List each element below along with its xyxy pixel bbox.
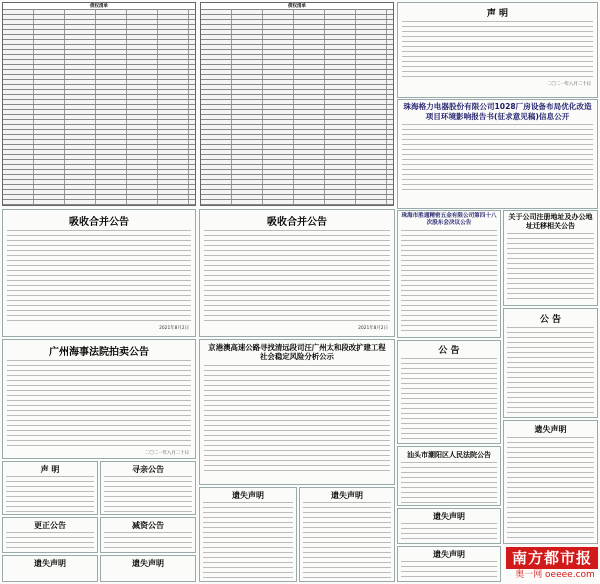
gree-eia-notice: [397, 99, 598, 209]
maritime-court-auction-date: 二〇二一年八月二十日: [145, 451, 189, 456]
merger-notice-1-date: 2021年8月2日: [159, 326, 189, 331]
merger-notice-2-body: [204, 230, 390, 325]
notice-middle-body: [401, 358, 497, 443]
family-search-notice: [100, 461, 196, 515]
lost-notice-3: [199, 487, 297, 582]
family-search-body: [104, 476, 192, 515]
correction-title: 更正公告: [34, 521, 66, 530]
lost-notice-2-title: 遗失声明: [132, 559, 164, 568]
lost-notice-6: [397, 546, 501, 582]
shantou-court-title: 汕头市潮阳区人民法院公告: [407, 451, 491, 459]
shantou-court-notice: [397, 446, 501, 506]
lost-notice-2: [100, 555, 196, 582]
shareholder-resolution-notice: [397, 210, 501, 338]
merger-notice-1: [2, 209, 196, 337]
merger-notice-2-title: 吸收合并公告: [267, 217, 327, 228]
merger-notice-2: [199, 209, 395, 337]
expressway-risk-notice: [199, 339, 395, 485]
statement-top-title: 声 明: [486, 9, 509, 19]
notice-middle: [397, 340, 501, 444]
lost-notice-3-title: 遗失声明: [232, 491, 264, 500]
correction-notice: [2, 517, 98, 553]
statement-bottom-title: 声 明: [40, 465, 60, 474]
statement-top-notice: [397, 2, 598, 98]
capital-reduction-title: 减资公告: [132, 521, 164, 530]
lost-notice-5-title: 遗失声明: [433, 512, 465, 521]
lost-notice-5-body: [401, 523, 497, 543]
lost-notice-5: [397, 508, 501, 544]
maritime-court-auction-body: [7, 360, 191, 450]
shareholder-resolution-title: 珠海市胜通精密五金有限公司第四十八次股东会决议公告: [401, 213, 497, 226]
shantou-court-body: [401, 462, 497, 504]
capital-reduction-notice: [100, 517, 196, 553]
correction-body: [6, 532, 94, 553]
expressway-risk-body: [204, 365, 390, 473]
lost-notice-1-title: 遗失声明: [34, 559, 66, 568]
expressway-risk-title: 京港澳高速公路寻找清远段司汪广州太和段改扩建工程社会稳定风险分析公示: [208, 343, 386, 361]
maritime-court-auction-notice: [2, 339, 196, 459]
address-change-title: 关于公司注册地址及办公地址迁移相关公告: [508, 213, 593, 230]
brand-logo: 南方都市报: [506, 547, 598, 569]
lost-notice-4-body: [303, 502, 391, 580]
address-change-body: [507, 233, 594, 299]
lost-notice-6-body: [401, 561, 497, 581]
gree-eia-body: [402, 124, 593, 194]
statement-bottom-body: [6, 476, 94, 515]
maritime-court-auction-title: 广州海事法院拍卖公告: [49, 347, 149, 358]
lost-notice-3-body: [203, 502, 293, 580]
family-search-title: 寻亲公告: [132, 465, 164, 474]
debt-table-left: [2, 2, 196, 206]
notice-right-title: 公 告: [539, 315, 562, 325]
lost-notice-6-title: 遗失声明: [433, 550, 465, 559]
brand-subtitle: 奥一网 oeeee.com: [515, 570, 595, 580]
address-change-notice: [503, 210, 598, 306]
statement-top-body: [402, 21, 593, 81]
merger-notice-1-title: 吸收合并公告: [69, 217, 129, 228]
notice-right: [503, 308, 598, 418]
lost-notice-1: [2, 555, 98, 582]
gree-eia-title: 珠海格力电器股份有限公司1028厂房设备布局优化改造项目环境影响报告书(征求意见稿)信息公开: [403, 102, 592, 121]
merger-notice-2-date: 2021年8月2日: [358, 326, 388, 331]
shareholder-resolution-body: [401, 230, 497, 335]
notice-middle-title: 公 告: [438, 346, 460, 356]
lost-notice-right-body: [507, 437, 594, 542]
debt-table-right: [200, 2, 394, 206]
lost-notice-right: [503, 420, 598, 544]
debt-table-right-title: 债权清单: [201, 3, 393, 9]
notice-right-body: [507, 327, 594, 417]
merger-notice-1-body: [7, 230, 191, 325]
statement-bottom-notice: [2, 461, 98, 515]
lost-notice-4-title: 遗失声明: [331, 491, 363, 500]
debt-table-left-title: 债权清单: [3, 3, 195, 9]
lost-notice-right-title: 遗失声明: [534, 425, 567, 434]
lost-notice-4: [299, 487, 395, 582]
capital-reduction-body: [104, 532, 192, 553]
statement-top-date: 二〇二一年八月二十日: [547, 82, 591, 87]
